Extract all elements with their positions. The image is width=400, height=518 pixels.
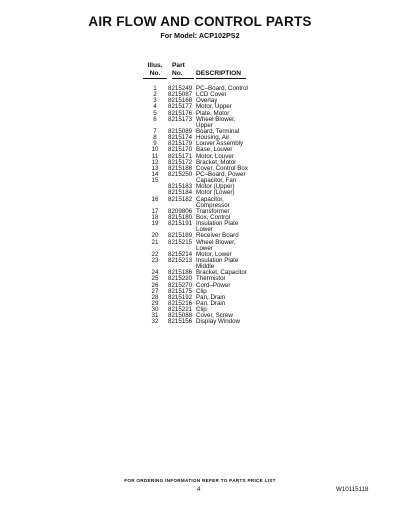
illus-number: 27: [151, 287, 159, 295]
illus-header-line1: Illus.: [147, 62, 163, 69]
part-description: Lower: [196, 244, 213, 252]
part-description: Transformer: [196, 207, 230, 215]
illus-number: 19: [151, 220, 159, 228]
page-number: 4: [197, 486, 201, 493]
part-description: Compressor: [196, 201, 230, 209]
part-description: Bracket, Motor: [196, 158, 237, 166]
part-description: Louver Assembly: [196, 140, 244, 148]
part-description: Upper: [196, 121, 213, 129]
model-subtitle: For Model: ACP102PS2: [160, 31, 240, 40]
part-number: 8209806: [168, 207, 193, 215]
part-number: 8215156: [168, 318, 193, 326]
description-header: DESCRIPTION: [196, 70, 242, 77]
part-number: 8215088: [168, 312, 193, 320]
part-description: PC–Board, Power: [196, 170, 246, 178]
part-number: 8215214: [168, 250, 193, 258]
part-description: Cover, Control Box: [196, 164, 248, 172]
description-header-underline: [196, 78, 246, 79]
parts-list: [0, 86, 400, 325]
part-header-line2: No.: [172, 70, 183, 77]
part-description: Capacitor,: [196, 195, 224, 203]
illus-number: 9: [153, 140, 157, 148]
part-description: PC–Board, Control: [196, 85, 248, 92]
part-description: Housing, Air: [196, 134, 230, 142]
part-number: 8215215: [168, 238, 193, 246]
part-description: Motor, Lower: [196, 250, 232, 258]
part-description: Insulation Plate: [196, 256, 239, 264]
document-number: W10115118: [336, 486, 369, 493]
part-number: 8215179: [168, 140, 193, 148]
part-no-header: [172, 62, 194, 78]
illus-number: 26: [151, 281, 159, 289]
illus-header-line2: No.: [149, 70, 161, 77]
illus-number: 1: [153, 85, 157, 92]
part-number: 8215182: [168, 195, 193, 203]
part-description: Lower: [196, 226, 213, 234]
illus-number: 8: [153, 134, 157, 142]
part-description: Clip: [196, 287, 207, 295]
illus-number: 16: [151, 195, 159, 203]
illus-number: 32: [151, 318, 159, 326]
part-number: 8215176: [168, 109, 193, 117]
part-description: Pan, Drain: [196, 293, 226, 301]
part-description: Capacitor, Fan: [196, 177, 237, 185]
illus-number: 7: [153, 127, 157, 135]
part-number: 8215170: [168, 146, 193, 154]
illus-number: 22: [151, 250, 159, 258]
part-number: 8215192: [168, 293, 193, 301]
part-number: 8215189: [168, 232, 193, 240]
part-number: 8215186: [168, 269, 193, 277]
illus-number: 25: [151, 275, 159, 283]
part-description: Motor, Louver: [196, 152, 234, 160]
part-description: Base, Louver: [196, 146, 233, 154]
illus-number: 21: [151, 238, 159, 246]
part-description: Cord–Power: [196, 281, 231, 289]
part-description: Bracket, Capacitor: [196, 269, 247, 277]
illus-number: 24: [151, 269, 159, 277]
illus-number: 6: [153, 115, 157, 123]
part-description: Overlay: [196, 97, 218, 105]
illus-number: 12: [151, 158, 159, 166]
part-description: Insulation Plate: [196, 220, 239, 228]
part-description: Board, Terminal: [196, 127, 240, 135]
part-description: Cover, Screw: [196, 312, 233, 320]
part-description: Box, Control: [196, 213, 231, 221]
illus-number: 4: [153, 103, 157, 111]
part-description: Plate, Motor: [196, 109, 230, 117]
illus-number: 23: [151, 256, 159, 264]
part-number: 8215220: [168, 275, 193, 283]
part-number: 8215183: [168, 183, 193, 191]
part-number: 8215184: [168, 189, 193, 197]
ordering-notice: FOR ORDERING INFORMATION REFER TO PARTS PRICE LIST: [124, 478, 276, 483]
part-number: 8215089: [168, 127, 193, 135]
part-number: 8215087: [168, 91, 193, 99]
part-number: 8215171: [168, 152, 193, 160]
illus-number: 2: [153, 91, 157, 99]
illus-no-header: [143, 62, 167, 78]
part-description: Wheel Blower,: [196, 115, 236, 123]
part-description: Display Window: [196, 318, 241, 326]
illus-number: 17: [151, 207, 159, 215]
illus-number: 14: [151, 170, 159, 178]
illus-number: 30: [151, 306, 159, 314]
illus-header-underline: [143, 78, 167, 79]
part-number: 8215221: [168, 306, 193, 314]
part-description: Motor (Upper): [196, 183, 235, 191]
part-description: Wheel Blower,: [196, 238, 236, 246]
part-number: 8215175: [168, 287, 193, 295]
illus-number: 10: [151, 146, 159, 154]
illus-number: 31: [151, 312, 159, 320]
part-number: 8215213: [168, 256, 193, 264]
part-number: 8215216: [168, 299, 193, 307]
part-description: Motor (Lower): [196, 189, 235, 197]
part-description: Motor, Upper: [196, 103, 232, 111]
illus-number: 18: [151, 213, 159, 221]
illus-number: 28: [151, 293, 159, 301]
illus-number: 13: [151, 164, 159, 172]
part-header-underline: [172, 78, 194, 79]
part-number: 8215191: [168, 220, 193, 228]
part-header-line1: Part: [172, 62, 185, 69]
part-number: 8215174: [168, 134, 193, 142]
part-description: Receiver Board: [196, 232, 239, 240]
illus-number: 15: [151, 177, 159, 185]
part-number: 8215168: [168, 97, 193, 105]
part-number: 8215188: [168, 164, 193, 172]
part-number: 8215270: [168, 281, 193, 289]
part-number: 8215249: [168, 85, 193, 92]
illus-number: 5: [153, 109, 157, 117]
part-description: Thermistor: [196, 275, 226, 283]
illus-number: 11: [151, 152, 159, 160]
part-number: 8215172: [168, 158, 193, 166]
illus-number: 29: [151, 299, 159, 307]
part-description: LCD Cover: [196, 91, 227, 99]
illus-number: 3: [153, 97, 157, 105]
page-title: AIR FLOW AND CONTROL PARTS: [88, 14, 312, 29]
part-description: Pan, Drain: [196, 299, 226, 307]
part-description: Middle: [196, 263, 215, 271]
illus-number: 20: [151, 232, 159, 240]
part-number: 8215180: [168, 213, 193, 221]
part-number: 8215250: [168, 170, 193, 178]
table-row: [0, 319, 400, 325]
part-description: Clip: [196, 306, 207, 314]
part-number: 8215177: [168, 103, 193, 111]
part-number: 8215173: [168, 115, 193, 123]
